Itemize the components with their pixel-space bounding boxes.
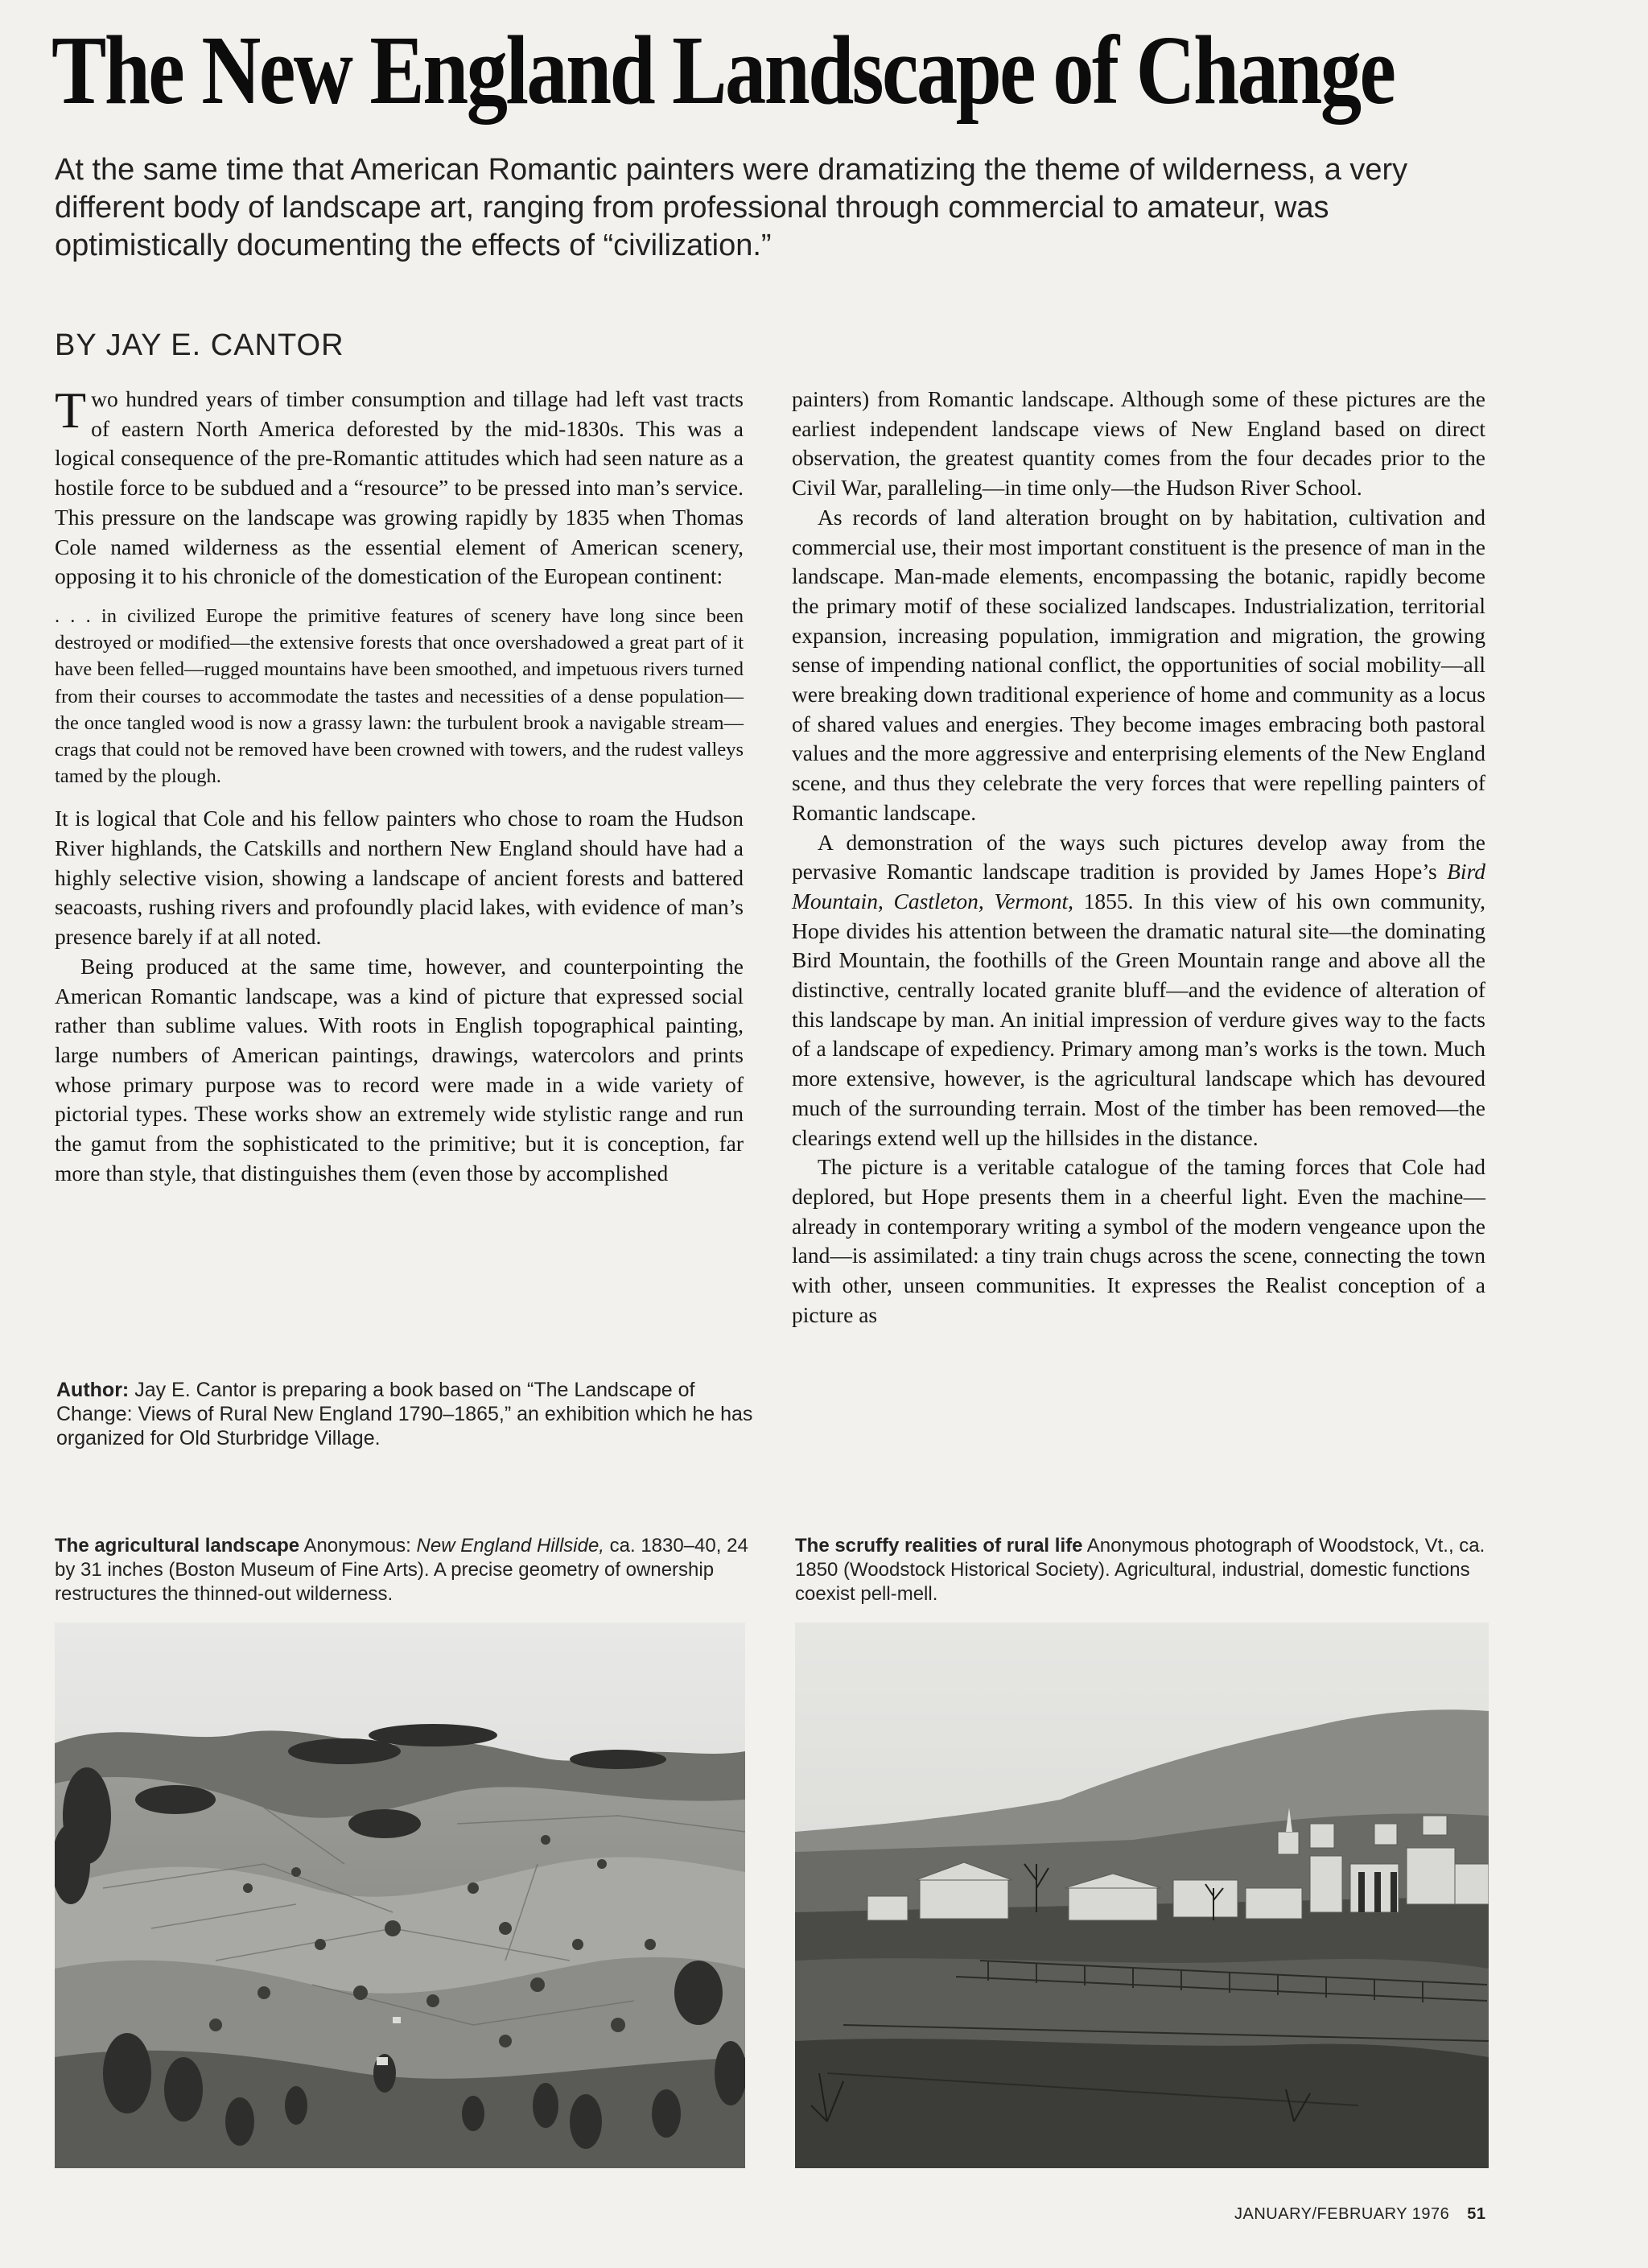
woodstock-photograph-image: [795, 1623, 1489, 2168]
author-text: Jay E. Cantor is preparing a book based on “The Landscape of Change: Views of Rural New England 1790–1865,” an exhibition which he has organized for Old Sturbridge Village.: [56, 1379, 753, 1449]
drop-cap: T: [55, 381, 87, 439]
article-title: The New England Landscape of Change: [52, 16, 1395, 125]
paragraph: [55, 381, 744, 592]
body-column-right: [792, 385, 1485, 1330]
paragraph: It is logical that Cole and his fellow painters who chose to roam the Hudson River highlands, the Catskills and northern New England should have had a highly selective vision, showing a landscape of ancient forests and battered seacoasts, rushing rivers and profoundly placid lakes, with evidence of man’s presence barely if at all noted.: [55, 806, 744, 950]
caption-details: Anonymous photograph of Woodstock, Vt., ca. 1850 (Woodstock Historical Society). Agricultural, industrial, domestic functions coexist pell-mell.: [795, 1535, 1485, 1605]
caption-work-title: New England Hillside,: [416, 1535, 604, 1557]
author-note: [56, 1378, 756, 1450]
hillside-painting-image: [55, 1623, 745, 2168]
paragraph: The picture is a veritable catalogue of the taming forces that Cole had deplored, but Hope presents them in a cheerful light. Even the machine—already in contemporary writing a symbol of the modern vengeance upon the land—is assimilated: a tiny train chugs across the scene, connecting the town with other, unseen communities. It expresses the Realist conception of a picture as: [792, 1154, 1485, 1327]
caption-heading: The scruffy realities of rural life: [795, 1535, 1083, 1557]
paragraph: [792, 828, 1485, 1153]
artwork-title: Bird Mountain, Castleton, Vermont,: [792, 859, 1485, 913]
block-quote: . . . in civilized Europe the primitive features of scenery have long since been destroyed or modified—the extensive forests that once overshadowed a great part of it have been felled—rugged mountains have been smoothed, and impetuous rivers turned from their courses to accommodate the tastes and necessities of a dense population—the once tangled wood is now a grassy lawn: the turbulent brook a navigable stream—crags that could not be removed have been crowned with towers, and the rudest valleys tamed by the plough.: [55, 604, 744, 788]
page-footer: [1234, 2205, 1486, 2224]
paragraph: As records of land alteration brought on by habitation, cultivation and commercial use, their most important constituent is the presence of man in the landscape. Man-made elements, encompassing the botanic, rapidly become the primary motif of these socialized landscapes. Industrialization, territorial expansion, increasing population, immigration and migration, the growing sense of impending national conflict, the opportunities of social mobility—all were breaking down traditional experience of home and community as a locus of shared values and energies. They become images embracing both pastoral values and the more aggressive and enterprising elements of the New England scene, and thus they celebrate the very forces that were repelling painters of Romantic landscape.: [792, 504, 1485, 825]
caption-left: [55, 1534, 755, 1606]
issue-date: JANUARY/FEBRUARY 1976: [1234, 2205, 1450, 2223]
caption-right: [795, 1534, 1495, 1606]
article-deck: At the same time that American Romantic painters were dramatizing the theme of wilderness, a very different body of landscape art, ranging from professional through commercial to amateur, was optimistically documenting the effects of “civilization.”: [55, 153, 1408, 262]
paragraph-text: 1855. In this view of his own community, Hope divides his attention between the dramatic natural site—the dominating Bird Mountain, the foothills of the Green Mountain range and above all the distinctive, centrally located granite bluff—and the evidence of alteration of this landscape by man. An initial impression of verdure gives way to the facts of a landscape of expediency. Primary among man’s works is the town. Much more extensive, however, is the agricultural landscape which has devoured much of the surrounding terrain. Most of the timber has been removed—the clearings extend well up the hillsides in the distance.: [792, 888, 1485, 1150]
caption-artist: Anonymous:: [299, 1535, 417, 1557]
page-number: 51: [1467, 2205, 1486, 2223]
caption-details: ca. 1830–40, 24 by 31 inches (Boston Museum of Fine Arts). A precise geometry of ownership restructures the thinned-out wilderness.: [55, 1535, 748, 1605]
paragraph: Being produced at the same time, however, and counterpointing the American Romantic landscape, was a kind of picture that expressed social rather than sublime values. With roots in English topographical painting, large numbers of American paintings, drawings, watercolors and prints whose primary purpose was to record were made in a wide variety of pictorial types. These works show an extremely wide stylistic range and run the gamut from the sophisticated to the primitive; but it is conception, far more than style, that distinguishes them (even those by accomplished: [55, 953, 744, 1186]
author-label: Author:: [56, 1379, 130, 1401]
paragraph-text: A demonstration of the ways such pictures develop away from the pervasive Romantic landscape tradition is provided by James Hope’s: [792, 829, 1485, 885]
body-column-left: [55, 381, 744, 1188]
byline: BY JAY E. CANTOR: [55, 328, 344, 362]
paragraph: painters) from Romantic landscape. Although some of these pictures are the earliest independent landscape views of New England based on direct observation, the greatest quantity comes from the four decades prior to the Civil War, paralleling—in time only—the Hudson River School.: [792, 386, 1485, 501]
paragraph-text: wo hundred years of timber consumption and tillage had left vast tracts of eastern North America deforested by the mid-1830s. This was a logical consequence of the pre-Romantic attitudes which had seen nature as a hostile force to be subdued and a “resource” to be pressed into man’s service. This pressure on the landscape was growing rapidly by 1835 when Thomas Cole named wilderness as the essential element of American scenery, opposing it to his chronicle of the domestication of the European continent:: [55, 386, 744, 589]
caption-heading: The agricultural landscape: [55, 1535, 300, 1557]
